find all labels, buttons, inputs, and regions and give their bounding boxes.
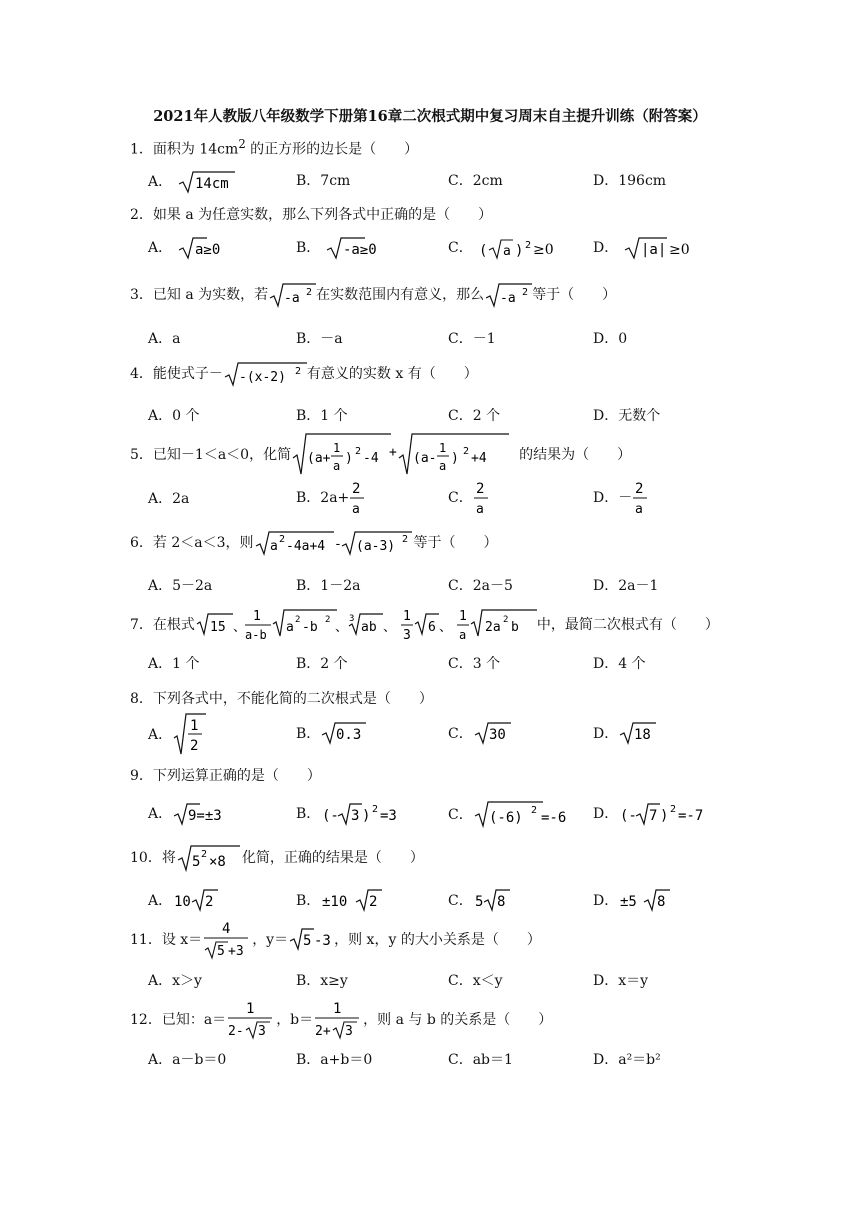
option-a: A．a－b＝0 (148, 1052, 227, 1068)
svg-text:+3: +3 (228, 944, 244, 959)
option-d: D．x＝y (593, 973, 649, 989)
svg-text:a: a (352, 502, 361, 516)
svg-text:8: 8 (657, 894, 666, 910)
pm-10-sqrt2 (320, 888, 386, 912)
option-d: D．196cm (593, 173, 667, 189)
svg-text:2: 2 (306, 287, 313, 298)
svg-text:-b: -b (301, 620, 318, 635)
neg-sqrt7-squared (618, 800, 718, 826)
svg-text:a: a (635, 502, 644, 516)
svg-text:3: 3 (345, 1024, 353, 1039)
question-10: 10．将 5 2 ×8 化简，正确的结果是（ ） (130, 844, 424, 872)
svg-text:(a-3): (a-3) (355, 539, 395, 554)
option-d: D．－ 2 a (593, 478, 650, 516)
svg-text:3: 3 (402, 628, 411, 643)
option-d: D． |a| ≥0 (593, 236, 703, 260)
svg-text:=-7: =-7 (678, 808, 704, 824)
svg-text:±10: ±10 (322, 894, 348, 910)
q-sup: 2 (238, 137, 246, 151)
svg-text:(-: (- (322, 808, 340, 824)
sqrt-one-half (172, 712, 208, 756)
svg-text:2: 2 (190, 738, 199, 754)
svg-text:1: 1 (458, 609, 467, 624)
fraction-2-over-a (349, 478, 367, 516)
svg-text:15: 15 (209, 620, 226, 635)
svg-text:4: 4 (222, 921, 231, 937)
svg-text:0.3: 0.3 (336, 727, 362, 743)
svg-text:1: 1 (333, 1001, 342, 1017)
option-b: B．－a (296, 331, 343, 347)
q-text-pre: 面积为 14cm (152, 141, 239, 158)
svg-text:2: 2 (502, 615, 509, 625)
svg-text:a≥0: a≥0 (194, 242, 220, 258)
svg-text:1: 1 (402, 609, 411, 624)
option-b: B．7cm (296, 173, 351, 189)
svg-text:1: 1 (252, 609, 261, 624)
question-5: 5．已知－1＜a＜0，化简 (a+ 1 a ) 2 -4 + (a- 1 a ) 2 +4 的结果为（ ） (130, 432, 631, 476)
option-d: D．a²＝b² (593, 1052, 661, 1068)
svg-text:6: 6 (427, 620, 436, 635)
svg-text:2: 2 (372, 804, 379, 815)
svg-text:a: a (475, 502, 484, 516)
sqrt-9-eq-pm-3 (172, 800, 244, 826)
svg-text:a: a (503, 244, 511, 259)
svg-text:): ) (451, 451, 459, 466)
fraction-1-over-2-minus-sqrt3 (226, 998, 276, 1040)
option-c: C．2a－5 (448, 578, 513, 594)
10-sqrt2 (172, 888, 222, 912)
question-11: 11．设 x＝ 4 5 +3 ，y＝ 5 -3 ，则 x，y 的大小关系是（ ） (130, 918, 541, 960)
svg-text:-4a+4: -4a+4 (285, 539, 325, 554)
option-b: B． ±10 2 (296, 888, 386, 912)
option-a: A． 10 2 (148, 888, 222, 912)
svg-text:3: 3 (258, 1024, 267, 1039)
option-c: C．ab＝1 (448, 1052, 513, 1068)
svg-text:9=±3: 9=±3 (188, 808, 222, 824)
svg-text:≥0: ≥0 (533, 242, 554, 258)
option-a: A．2a (148, 491, 190, 507)
option-a: A． 14cm (148, 170, 235, 194)
option-b: B． 0.3 (296, 721, 368, 745)
question-4: 4．能使式子－ -(x-2) 2 有意义的实数 x 有（ ） (130, 361, 478, 387)
svg-text:1: 1 (246, 1001, 255, 1017)
svg-text:、: 、 (438, 620, 452, 635)
svg-text:18: 18 (634, 727, 652, 743)
svg-text:2+: 2+ (315, 1024, 331, 1039)
q-text-post: 的正方形的边长是（ ） (245, 141, 419, 158)
svg-text:(a-: (a- (413, 451, 437, 466)
option-b: B． -a≥0 (296, 236, 395, 260)
option-a: A．x＞y (148, 973, 202, 989)
svg-text:2: 2 (369, 894, 378, 910)
svg-text:2: 2 (463, 446, 470, 457)
sqrt-neg-a-squared (268, 282, 316, 308)
svg-text:-(x-2): -(x-2) (238, 370, 286, 385)
option-a: A．1 个 (148, 656, 200, 672)
sqrt-5sq-times-8 (176, 844, 242, 872)
question-3: 3．已知 a 为实数，若 -a 2 在实数范围内有意义，那么 -a 2 等于（ ） (130, 282, 616, 308)
svg-text:1: 1 (333, 441, 341, 455)
sqrt-neg6-squared (473, 800, 583, 828)
svg-text:1: 1 (190, 718, 199, 734)
svg-text:|a|: |a| (640, 242, 666, 258)
svg-text:2: 2 (635, 481, 644, 497)
option-a: A． 9=±3 (148, 800, 244, 826)
question-12: 12．已知：a＝ 1 2- 3 ，b＝ 1 2+ 3 ，则 a 与 b 的关系是（ ） (130, 998, 552, 1040)
question-1 (130, 137, 418, 159)
svg-text:2: 2 (670, 804, 677, 815)
option-b: B．2 个 (296, 656, 348, 672)
svg-text:2: 2 (294, 615, 301, 625)
option-b: B． (- 3 ) 2 =3 (296, 800, 406, 826)
option-d: D． 18 (593, 721, 658, 745)
option-c: C． 5 8 (448, 888, 513, 912)
option-b: B．a+b＝0 (296, 1052, 373, 1068)
option-c: C．2 个 (448, 408, 501, 424)
svg-text:2: 2 (530, 805, 537, 816)
svg-text:-a: -a (500, 291, 516, 306)
svg-text:≥0: ≥0 (668, 242, 690, 258)
option-c: C．x＜y (448, 973, 503, 989)
option-b: B．2a+ 2 a (296, 478, 367, 516)
svg-text:a-b: a-b (244, 628, 267, 642)
svg-text:2: 2 (278, 534, 285, 545)
svg-text:a: a (458, 628, 467, 642)
svg-text:2: 2 (401, 534, 408, 545)
svg-text:1: 1 (439, 441, 447, 455)
option-a: A．0 个 (148, 408, 200, 424)
svg-text:): ) (660, 808, 669, 824)
question-9: 9．下列运算正确的是（ ） (130, 768, 321, 784)
sqrt-30 (473, 721, 513, 745)
sqrt-14cm (177, 170, 235, 194)
svg-text:=3: =3 (380, 808, 398, 824)
svg-text:、: 、 (232, 620, 246, 635)
svg-text:±5: ±5 (620, 894, 638, 910)
expression-sqrt-sum (291, 432, 519, 476)
option-c: C． ( a ) 2 ≥0 (448, 236, 557, 260)
svg-text:5: 5 (217, 944, 226, 959)
svg-text:(: ( (479, 243, 488, 259)
question-7: 7．在根式 15 、 1 a-b a 2 -b 2 、 3 ab 、 1 3 6 、 1 a 2a 2 b 中，最简二次根式有（ ） (130, 604, 719, 644)
sqrt-neg-a-squared (484, 282, 532, 308)
option-d: D． (- 7 ) 2 =-7 (593, 800, 718, 826)
svg-text:30: 30 (488, 727, 506, 743)
svg-text:2-: 2- (228, 1024, 244, 1039)
svg-text:2: 2 (355, 446, 362, 457)
svg-text:5: 5 (303, 933, 312, 949)
svg-text:2: 2 (522, 287, 529, 298)
fraction-4-over-sqrt5-plus-3 (202, 918, 252, 960)
svg-text:10: 10 (174, 894, 191, 910)
option-c: C．3 个 (448, 656, 501, 672)
sqrt-neg-a-ge-0 (325, 236, 395, 260)
svg-text:2: 2 (475, 481, 485, 497)
svg-text:ab: ab (360, 620, 377, 635)
option-a: A． 1 2 (148, 712, 208, 756)
svg-text:): ) (362, 808, 371, 824)
svg-text:(-: (- (620, 808, 638, 824)
svg-text:b: b (510, 620, 519, 635)
svg-text:): ) (345, 451, 353, 466)
sqrt-0-3 (320, 721, 368, 745)
option-a: A．5－2a (148, 578, 213, 594)
svg-text:3: 3 (348, 614, 355, 624)
svg-text:a: a (285, 620, 294, 635)
svg-text:、: 、 (382, 620, 396, 635)
option-c: C．2cm (448, 173, 503, 189)
svg-text:-: - (333, 537, 342, 552)
svg-text:+: + (389, 445, 397, 460)
svg-text:-4: -4 (363, 451, 379, 466)
fraction-1-over-2-plus-sqrt3 (313, 998, 363, 1040)
svg-text:2: 2 (200, 849, 207, 860)
option-c: C． 30 (448, 721, 513, 745)
svg-text:8: 8 (496, 894, 506, 910)
question-6: 6．若 2＜a＜3，则 a 2 -4a+4 - (a-3) 2 等于（ ） (130, 530, 498, 556)
sqrt-difference-expression (254, 530, 414, 556)
option-d: D． ±5 8 (593, 888, 674, 912)
option-d: D．4 个 (593, 656, 646, 672)
option-d: D．无数个 (593, 408, 661, 424)
option-c: C． 2 a (448, 478, 491, 516)
svg-text:2: 2 (205, 894, 214, 910)
option-d: D．0 (593, 331, 628, 347)
svg-text:7: 7 (649, 808, 658, 824)
svg-text:、: 、 (334, 620, 348, 635)
svg-text:5: 5 (474, 894, 484, 910)
svg-text:(a+: (a+ (307, 451, 331, 466)
svg-text:2: 2 (352, 481, 361, 497)
svg-text:a: a (333, 459, 341, 473)
svg-text:(-6): (-6) (488, 810, 523, 826)
neg-sqrt3-squared (320, 800, 406, 826)
pm-5-sqrt8 (618, 888, 674, 912)
svg-text:a: a (269, 539, 278, 554)
question-2: 2．如果 a 为任意实数，那么下列各式中正确的是（ ） (130, 207, 493, 223)
q-number: 1． (130, 141, 153, 158)
sqrt5-minus-3 (288, 927, 334, 951)
sqrt-abs-a-ge-0 (623, 236, 703, 260)
option-c: C． (-6) 2 =-6 (448, 800, 583, 828)
svg-text:2: 2 (525, 240, 532, 251)
svg-text:-a: -a (284, 291, 300, 306)
svg-text:×8: ×8 (208, 854, 226, 870)
sqrt-18 (618, 721, 658, 745)
svg-text:=-6: =-6 (540, 810, 567, 826)
svg-text:-a≥0: -a≥0 (342, 242, 377, 258)
5-sqrt8 (473, 888, 513, 912)
page-title: 2021年人教版八年级数学下册第16章二次根式期中复习周末自主提升训练（附答案） (153, 108, 707, 125)
svg-text:3: 3 (351, 808, 360, 824)
option-a: A． a≥0 (148, 236, 235, 260)
svg-text:5: 5 (191, 854, 201, 870)
svg-text:2: 2 (324, 615, 331, 625)
sqrt-a-ge-0 (177, 236, 235, 260)
fraction-2-over-a (473, 478, 491, 516)
question-8: 8．下列各式中，不能化简的二次根式是（ ） (130, 691, 433, 707)
option-b: B．1－2a (296, 578, 361, 594)
sqrt-a-squared-ge-0 (477, 236, 557, 260)
svg-text:2: 2 (294, 366, 301, 377)
fraction-2-over-a (632, 478, 650, 516)
svg-text:14cm: 14cm (194, 176, 229, 192)
option-d: D．2a－1 (593, 578, 659, 594)
svg-text:a: a (439, 459, 447, 473)
svg-text:2a: 2a (484, 620, 501, 635)
svg-text:+4: +4 (471, 451, 487, 466)
option-b: B．1 个 (296, 408, 348, 424)
option-a: A．a (148, 331, 181, 347)
sqrt-neg-x-minus-2-squared (223, 361, 307, 387)
svg-text:-3: -3 (314, 933, 331, 949)
option-b: B．x≥y (296, 973, 348, 989)
svg-text:): ) (515, 243, 524, 259)
option-c: C．－1 (448, 331, 496, 347)
